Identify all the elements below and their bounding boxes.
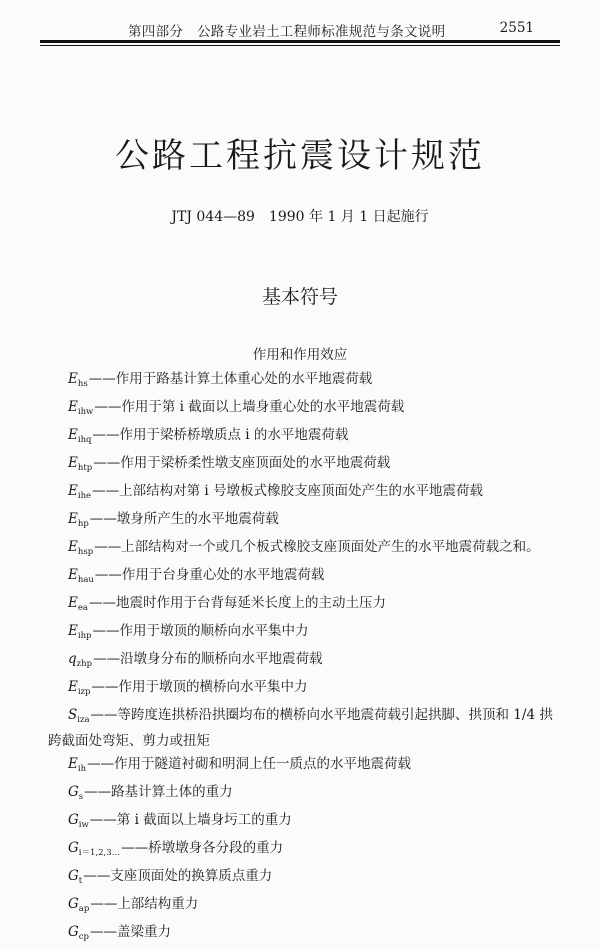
section-title: 基本符号 [261,286,338,308]
symbol-entry [48,648,564,676]
symbol-letter: E [68,623,78,639]
symbol-entry [48,368,564,396]
symbol-entry [48,564,564,592]
symbol-letter: q [68,651,77,667]
symbol-description: ——作用于梁桥柔性墩支座顶面处的水平地震荷载 [93,455,391,471]
symbol-letter: E [68,455,78,471]
symbol-entry [48,508,564,536]
symbol-description: ——作用于墩顶的顺桥向水平集中力 [92,623,309,639]
header-title: 第四部分 公路专业岩土工程师标准规范与条文说明 [128,24,446,40]
symbol-letter: G [68,784,79,800]
symbol-description: ——地震时作用于台背每延米长度上的主动土压力 [88,595,386,611]
symbol-subscript: hau [77,575,94,585]
symbol-entry [48,536,564,564]
symbol-entry [48,781,564,809]
symbol-subscript: ap [78,904,90,914]
symbol-letter: G [68,896,79,912]
symbol-letter: E [68,511,78,527]
symbol-letter: G [68,868,79,884]
symbol-subscript: ihp [77,631,92,641]
symbol-entry [48,809,564,837]
symbol-description: ——作用于墩顶的横桥向水平集中力 [91,679,308,695]
header-rule-thick [40,40,560,43]
symbol-description: ——上部结构对第 i 号墩板式橡胶支座顶面处产生的水平地震荷载 [92,483,483,499]
symbol-letter: E [68,756,78,772]
symbol-subscript: zhp [76,659,93,669]
symbol-letter: G [68,924,79,940]
symbol-subscript: ihq [77,435,92,445]
symbol-subscript: iw [78,820,89,830]
symbol-letter: E [68,567,78,583]
symbol-entry [48,865,564,893]
symbol-description: ——支座顶面处的换算质点重力 [83,868,273,884]
symbol-letter: E [68,595,78,611]
symbol-subscript: hp [77,519,89,529]
symbol-subscript: ih [77,764,87,774]
symbol-description: ——作用于梁桥桥墩质点 i 的水平地震荷载 [92,427,349,443]
document-title: 公路工程抗震设计规范 [115,136,485,176]
symbol-subscript: i＝1,2,3… [78,848,121,858]
symbol-description: ——作用于第 i 截面以上墙身重心处的水平地震荷载 [94,399,405,415]
symbol-description: ——上部结构对一个或几个板式橡胶支座顶面处产生的水平地震荷载之和。 [94,539,540,555]
symbol-entry [48,396,564,424]
symbol-entry [48,676,564,704]
symbol-subscript: s [78,792,84,802]
symbol-description: ——第 i 截面以上墙身圬工的重力 [89,812,292,828]
symbol-letter: G [68,840,79,856]
symbol-description: ——等跨度连拱桥沿拱圈均布的横桥向水平地震荷载引起拱脚、拱顶和 1/4 拱跨截面处弯矩、剪力或扭矩 [48,707,553,749]
symbol-letter: E [68,427,78,443]
symbol-entry [48,705,564,752]
symbol-subscript: t [78,876,83,886]
symbol-entry [48,424,564,452]
symbol-letter: E [68,371,78,387]
symbol-letter: E [68,679,78,695]
symbol-subscript: cp [78,932,89,942]
symbol-description: ——作用于台身重心处的水平地震荷载 [94,567,325,583]
symbol-subscript: htp [77,463,93,473]
symbol-description: ——作用于路基计算土体重心处的水平地震荷载 [88,371,373,387]
symbol-subscript: hsp [77,547,94,557]
symbol-subscript: hs [77,379,88,389]
symbol-letter: E [68,399,78,415]
symbol-entry [48,921,564,949]
symbol-description: ——桥墩墩身各分段的重力 [121,840,284,856]
symbol-entry [48,893,564,921]
symbol-entry [48,452,564,480]
symbol-description: ——沿墩身分布的顺桥向水平地震荷载 [93,651,323,667]
running-header [40,0,560,44]
symbol-list [48,368,564,949]
symbol-subscript: ihe [77,491,92,501]
symbol-entry [48,592,564,620]
symbol-letter: G [68,812,79,828]
subsection-title: 作用和作用效应 [252,347,348,363]
page-number: 2551 [499,20,534,36]
symbol-letter: E [68,539,78,555]
symbol-entry [48,753,564,781]
symbol-description: ——上部结构重力 [90,896,199,912]
symbol-subscript: ea [77,603,88,613]
symbol-entry [48,620,564,648]
symbol-subscript: iza [77,715,90,725]
symbol-description: ——盖梁重力 [90,924,171,940]
symbol-description: ——墩身所产生的水平地震荷载 [89,511,279,527]
symbol-description: ——路基计算土体的重力 [84,784,233,800]
standard-code-line: JTJ 044—89 1990 年 1 月 1 日起施行 [171,209,429,225]
symbol-description: ——作用于隧道衬砌和明洞上任一质点的水平地震荷载 [87,756,412,772]
header-rule-thin [40,45,560,46]
symbol-subscript: izp [77,687,91,697]
symbol-letter: E [68,483,78,499]
symbol-letter: S [68,707,78,723]
symbol-entry [48,837,564,865]
symbol-subscript: ihw [77,407,94,417]
symbol-entry [48,480,564,508]
